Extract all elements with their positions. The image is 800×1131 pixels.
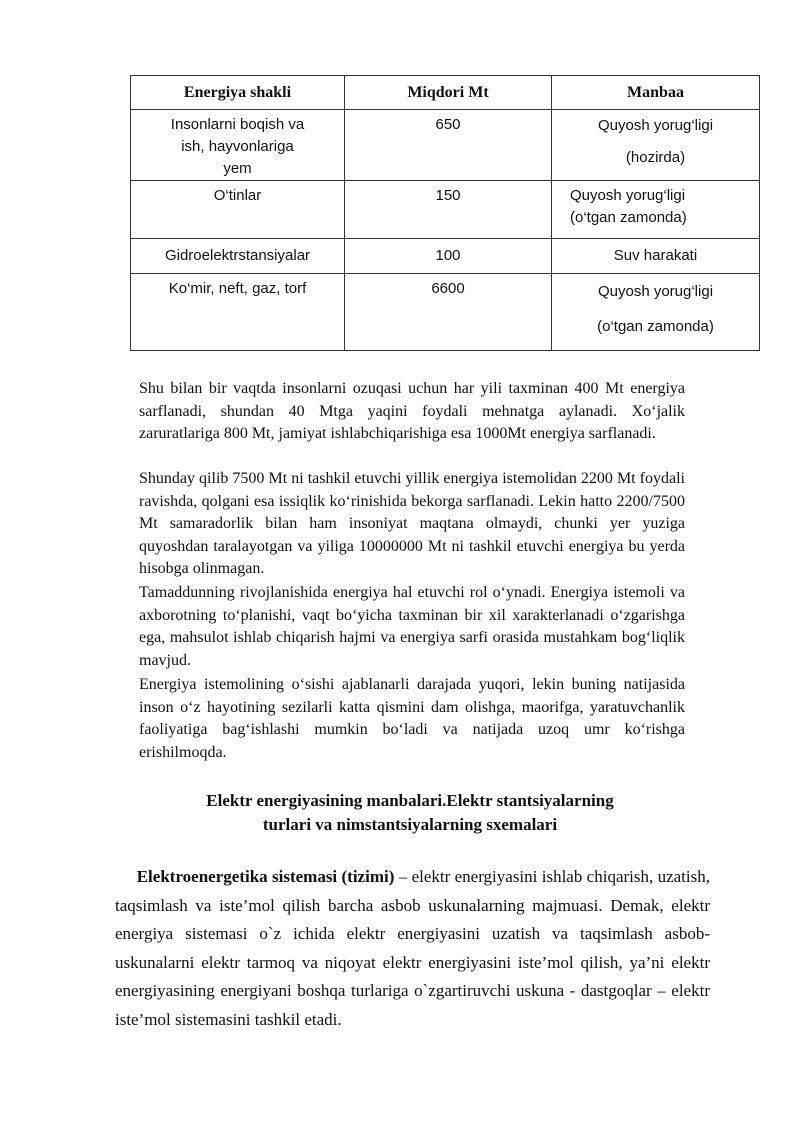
cell-source	[552, 274, 760, 351]
cell-source	[552, 110, 760, 181]
cell-line: (o‘tgan zamonda)	[570, 209, 687, 226]
cell-line: (o‘tgan zamonda)	[597, 318, 714, 335]
column-header-energy-form: Energiya shakli	[131, 76, 345, 110]
column-header-amount: Miqdori Mt	[345, 76, 552, 110]
cell-value: 150	[435, 187, 461, 204]
cell-line: Insonlarni boqish va	[170, 116, 305, 133]
definition-text: – elektr energiyasini ishlab chiqarish, uzatish, taqsimlash va iste’mol qilish barcha asbob uskunalarning majmuasi. Demak, elektr energiya sistemasi o`z ichida elektr energiyasini uzatish va taqsimlash asbob-uskunalarni elektr tarmoq va niqoyat elektr energiyasini iste’mol qilish, ya’ni elektr energiyasining energiyani boshqa turlariga o`zgartiruvchi uskuna - dastgoqlar – elektr iste’mol sistemasini tashkil etadi.	[115, 867, 710, 1029]
table-row	[131, 181, 760, 239]
cell-amount	[345, 181, 552, 239]
cell-value: 100	[435, 247, 461, 264]
cell-energy-form	[131, 181, 345, 239]
cell-line: Quyosh yorug‘ligi	[570, 187, 686, 204]
cell-energy-form	[131, 239, 345, 274]
table-row	[131, 110, 760, 181]
cell-amount	[345, 239, 552, 274]
table-header-row	[131, 76, 760, 110]
cell-energy-form	[131, 110, 345, 181]
cell-value: 6600	[431, 280, 465, 297]
cell-line: yem	[223, 160, 252, 177]
column-header-source: Manbaa	[552, 76, 760, 110]
cell-value: 650	[435, 116, 461, 133]
definition-term: Elektroenergetika sistemasi (tizimi)	[136, 867, 395, 886]
cell-line: O‘tinlar	[213, 187, 262, 204]
section-heading-line: turlari va nimstantsiyalarning sxemalari	[262, 815, 558, 834]
cell-line: (hozirda)	[625, 149, 686, 166]
cell-source	[552, 181, 760, 239]
definition-paragraph	[115, 863, 710, 1034]
body-paragraph: Tamaddunning rivojlanishida energiya hal etuvchi rol o‘ynadi. Energiya istemoli va axborotning to‘planishi, vaqt bo‘yicha taxminan bir xil xarakterlanadi o‘zgarishga ega, mahsulot ishlab chiqarish hajmi va energiya sarfi orasida mustahkam bog‘liqlik mavjud.	[139, 584, 685, 669]
cell-amount	[345, 110, 552, 181]
section-heading-line: Elektr energiyasining manbalari.Elektr stantsiyalarning	[206, 791, 614, 810]
cell-source	[552, 239, 760, 274]
cell-line: Ko‘mir, neft, gaz, torf	[168, 280, 307, 297]
cell-amount	[345, 274, 552, 351]
cell-line: Quyosh yorug‘ligi	[597, 283, 714, 300]
body-paragraph: Shu bilan bir vaqtda insonlarni ozuqasi uchun har yili taxminan 400 Mt energiya sarflanadi, shundan 40 Mtga yaqini foydali mehnatga aylanadi. Xo‘jalik zaruratlariga 800 Mt, jamiyat ishlabchiqarishiga esa 1000Mt energiya sarflanadi.	[139, 380, 685, 442]
section-heading	[130, 789, 690, 837]
energy-sources-table	[130, 75, 760, 351]
body-paragraph: Shunday qilib 7500 Mt ni tashkil etuvchi yillik energiya istemolidan 2200 Mt foydali ravishda, qolgani esa issiqlik ko‘rinishida bekorga sarflanadi. Lekin hatto 2200/7500 Mt samaradorlik bilan ham insoniyat maqtana olmaydi, chunki yer yuziga quyoshdan taralayotgan va yiliga 10000000 Mt ni tashkil etuvchi energiya bu yerda hisobga olinmagan.	[139, 470, 685, 577]
table-row	[131, 274, 760, 351]
cell-line: ish, hayvonlariga	[181, 138, 294, 155]
cell-line: Gidroelektrstansiyalar	[164, 247, 311, 264]
cell-line: Suv harakati	[613, 247, 698, 264]
cell-energy-form	[131, 274, 345, 351]
cell-line: Quyosh yorug‘ligi	[597, 117, 714, 134]
table-row	[131, 239, 760, 274]
body-paragraph: Energiya istemolining o‘sishi ajablanarli darajada yuqori, lekin buning natijasida inson o‘z hayotining sezilarli katta qismini dam olishga, maorifga, yaratuvchanlik faoliyatiga bag‘ishlashi mumkin bo‘ladi va natijada uzoq umr ko‘rishga erishilmoqda.	[139, 676, 685, 761]
